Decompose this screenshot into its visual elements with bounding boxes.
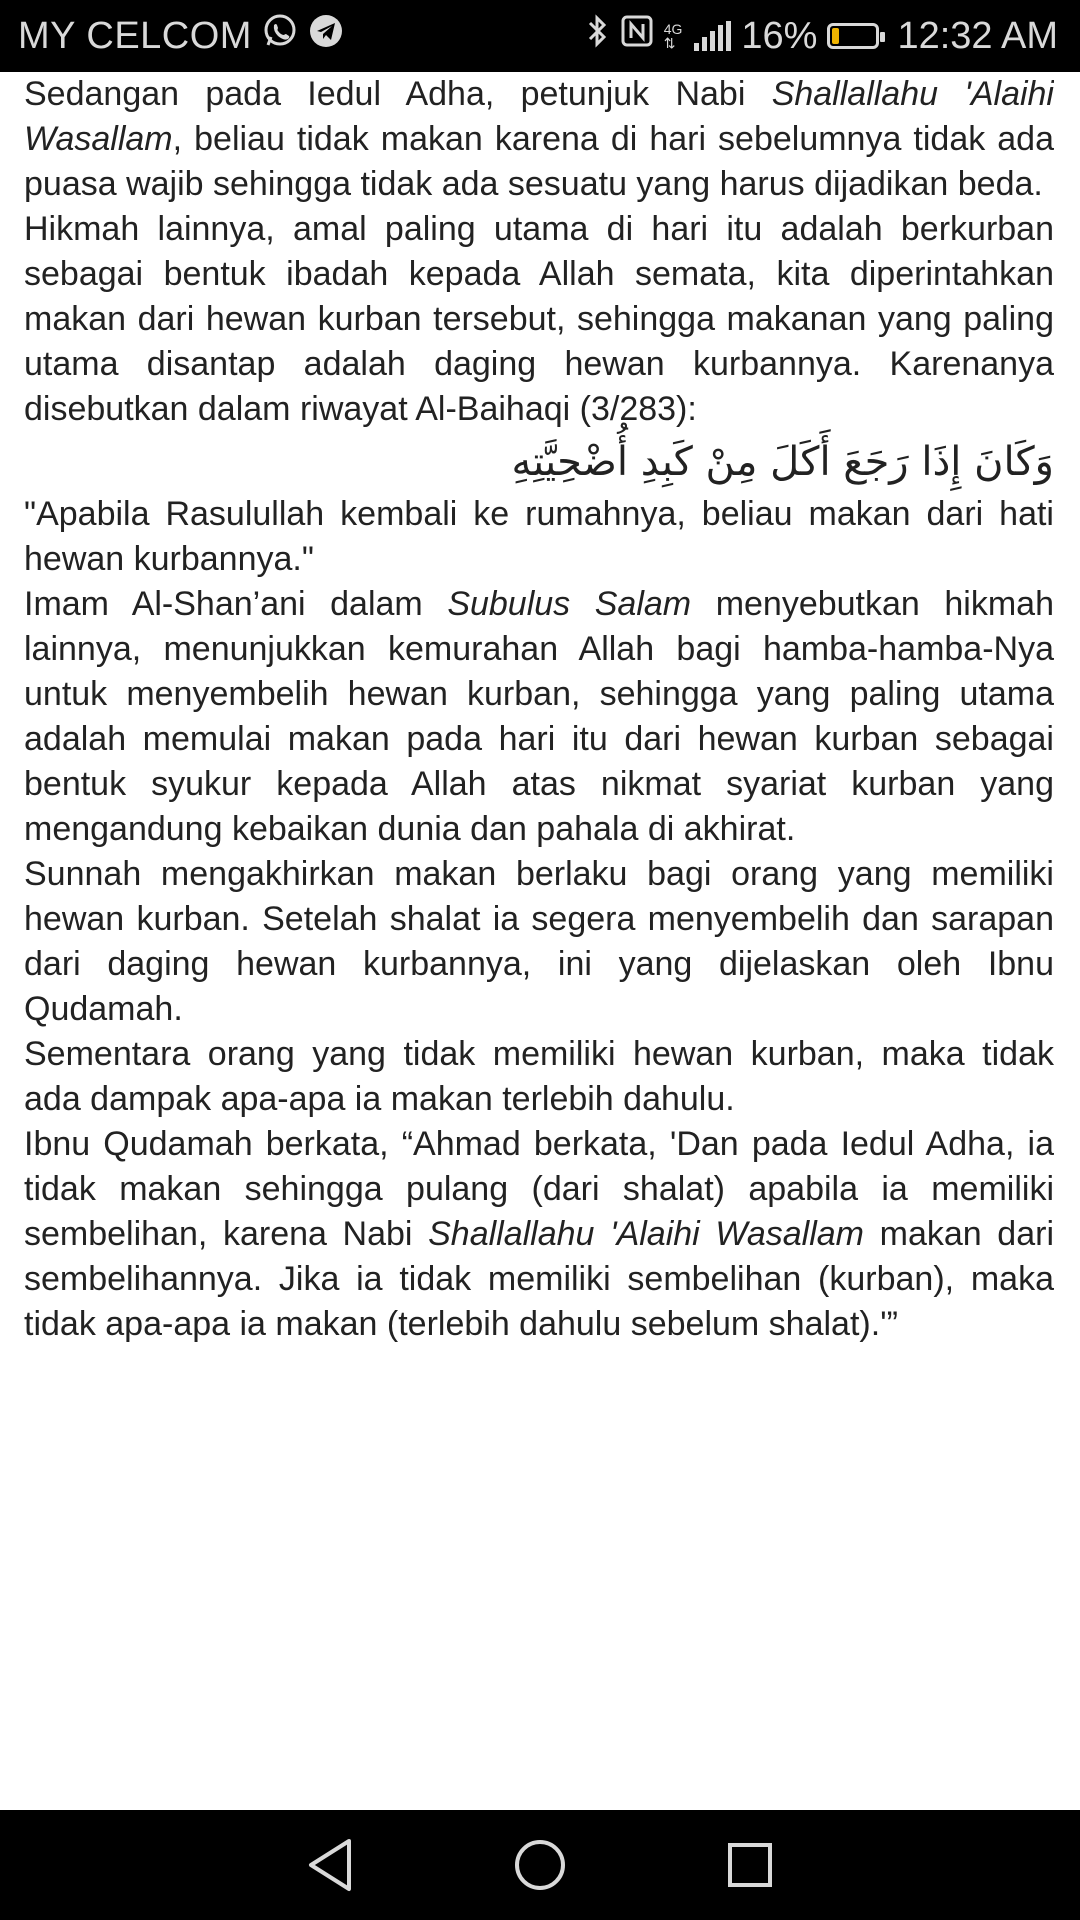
article-body[interactable] (24, 72, 1054, 1810)
paragraph-1-text-c: , beliau tidak makan karena di hari sebelumnya tidak ada puasa wajib sehingga tidak ada sesuatu yang harus dijadikan beda. (24, 120, 1054, 203)
arabic-hadith: وَكَانَ إِذَا رَجَعَ أَكَلَ مِنْ كَبِدِ أُضْحِيَّتِهِ (511, 439, 1054, 485)
nfc-icon (620, 14, 654, 58)
bluetooth-icon (586, 13, 610, 59)
data-arrows-icon: ⇅ (663, 35, 676, 51)
hadith-translation: "Apabila Rasulullah kembali ke rumahnya, beliau makan dari hati hewan kurbannya." (24, 495, 1054, 578)
whatsapp-icon (262, 13, 298, 59)
paragraph-2: Hikmah lainnya, amal paling utama di hari itu adalah berkurban sebagai bentuk ibadah kepada Allah semata, kita diperintahkan makan dari hewan kurban tersebut, sehingga makanan yang paling utama disantap adalah daging hewan kurbannya. Karenanya disebutkan dalam riwayat Al-Baihaqi (3/283): (24, 210, 1054, 428)
paragraph-4 (24, 582, 1054, 852)
back-icon[interactable] (300, 1835, 360, 1895)
recents-icon[interactable] (720, 1835, 780, 1895)
paragraph-7-text-a: Ibnu Qudamah berkata, “Ahmad berkata, 'Dan pada Iedul Adha, ia tidak makan sehingga pulang (dari shalat) apabila ia memiliki sembelihan, karena Nabi (24, 1125, 1054, 1253)
status-bar (0, 0, 1080, 72)
paragraph-1-text-a: Sedangan pada Iedul Adha, petunjuk Nabi (24, 75, 772, 113)
battery-percent: 16% (741, 14, 818, 57)
signal-icon (694, 21, 731, 51)
telegram-icon (308, 13, 344, 59)
status-right (586, 13, 1058, 59)
carrier-name: MY CELCOM (18, 14, 252, 57)
network-label: 4G (663, 21, 683, 37)
paragraph-5: Sunnah mengakhirkan makan berlaku bagi orang yang memiliki hewan kurban. Setelah shalat ia segera menyembelih dan sarapan dari daging hewan kurbannya, ini yang dijelaskan oleh Ibnu Qudamah. (24, 855, 1054, 1028)
paragraph-1-italic: Shallallahu 'Alaihi Wasallam (24, 75, 1054, 158)
network-type (664, 22, 683, 50)
clock: 12:32 AM (897, 14, 1058, 57)
status-left (18, 13, 344, 59)
paragraph-4-italic: Subulus Salam (447, 585, 692, 623)
home-icon[interactable] (510, 1835, 570, 1895)
navigation-bar (0, 1810, 1080, 1920)
paragraph-7-text-c: makan dari sembelihannya. Jika ia tidak memiliki sembelihan (kurban), maka tidak apa-apa ia makan (terlebih dahulu sebelum shalat).'” (24, 1215, 1054, 1343)
battery-icon (827, 23, 879, 49)
paragraph-7 (24, 1122, 1054, 1347)
paragraph-6: Sementara orang yang tidak memiliki hewan kurban, maka tidak ada dampak apa-apa ia makan terlebih dahulu. (24, 1035, 1054, 1118)
paragraph-7-italic: Shallallahu 'Alaihi Wasallam (428, 1215, 864, 1253)
paragraph-1 (24, 72, 1054, 207)
paragraph-4-text-a: Imam Al-Shan’ani dalam (24, 585, 448, 623)
battery-fill (832, 28, 839, 44)
paragraph-4-text-c: menyebutkan hikmah lainnya, menunjukkan kemurahan Allah bagi hamba-hamba-Nya untuk menyembelih hewan kurban, sehingga yang paling utama adalah memulai makan pada hari itu dari hewan kurban sebagai bentuk syukur kepada Allah atas nikmat syariat kurban yang mengandung kebaikan dunia dan pahala di akhirat. (24, 585, 1054, 848)
